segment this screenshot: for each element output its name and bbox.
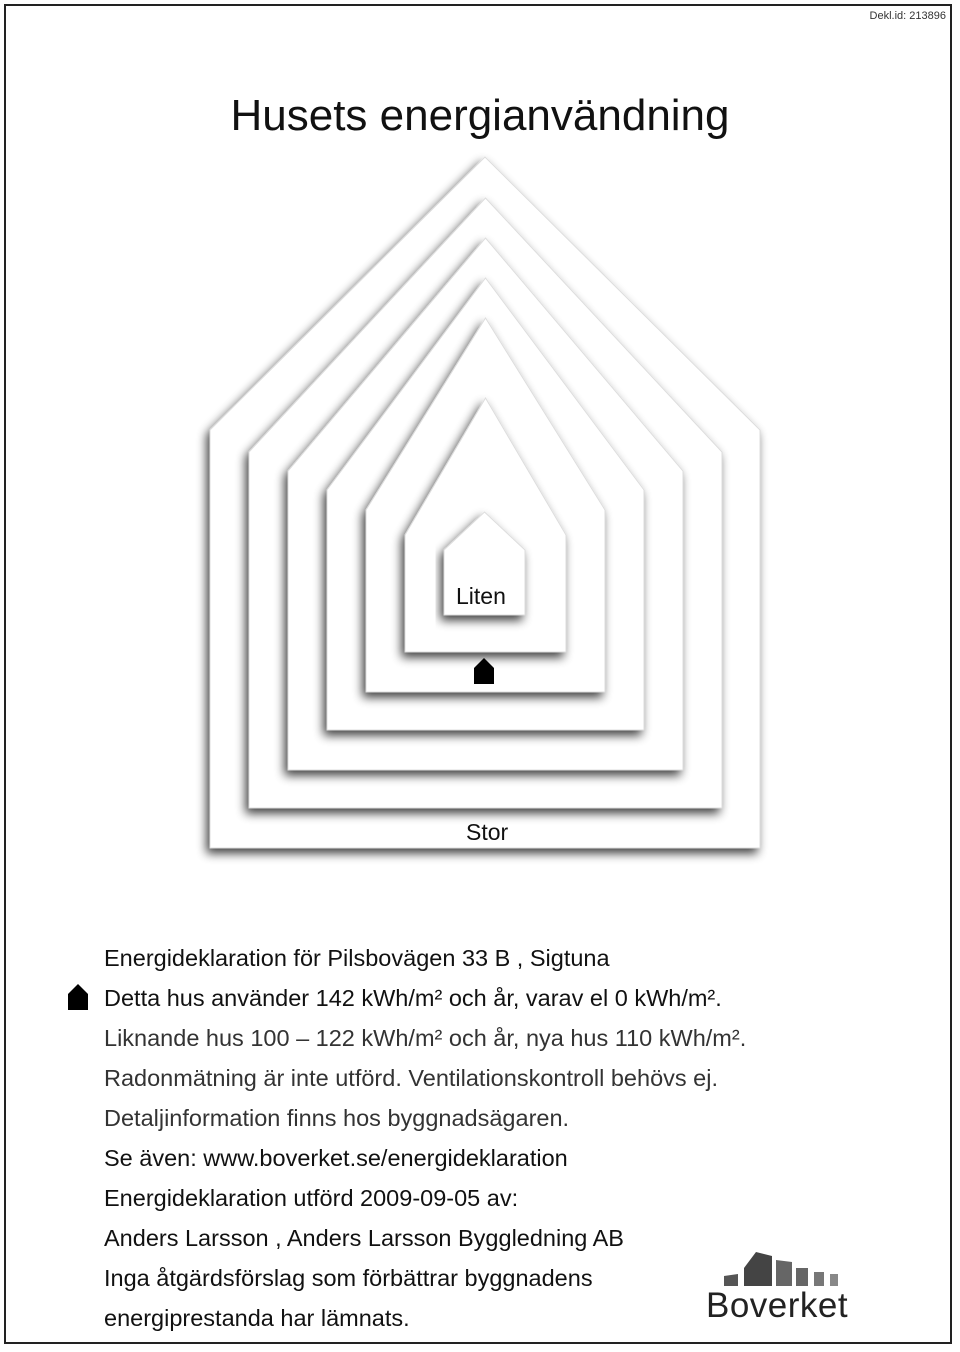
info-inspector: Anders Larsson , Anders Larsson Byggledning AB xyxy=(104,1225,624,1251)
info-radon: Radonmätning är inte utförd. Ventilationskontroll behövs ej. xyxy=(104,1065,718,1091)
info-measures: Inga åtgärdsförslag som förbättrar byggnadens xyxy=(104,1265,593,1291)
scale-label-small: Liten xyxy=(456,583,506,609)
info-performed: Energideklaration utförd 2009-09-05 av: xyxy=(104,1185,519,1211)
info-website: Se även: www.boverket.se/energideklaration xyxy=(104,1145,568,1171)
house-marker-icon xyxy=(474,658,494,684)
declaration-id: Dekl.id: 213896 xyxy=(869,10,946,22)
info-measures-cont: energiprestanda har lämnats. xyxy=(104,1305,410,1331)
info-address: Energideklaration för Pilsbovägen 33 B , Sigtuna xyxy=(104,945,610,971)
info-details: Detaljinformation finns hos byggnadsägaren. xyxy=(104,1105,570,1131)
house-marker-icon xyxy=(68,984,88,1010)
logo-text: Boverket xyxy=(706,1286,849,1325)
page-title: Husets energianvändning xyxy=(230,91,730,141)
info-comparison: Liknande hus 100 – 122 kWh/m² och år, nya hus 110 kWh/m². xyxy=(104,1025,747,1051)
declaration-info xyxy=(104,938,747,1338)
scale-label-large: Stor xyxy=(466,819,509,845)
info-usage: Detta hus använder 142 kWh/m² och år, varav el 0 kWh/m². xyxy=(104,985,722,1011)
